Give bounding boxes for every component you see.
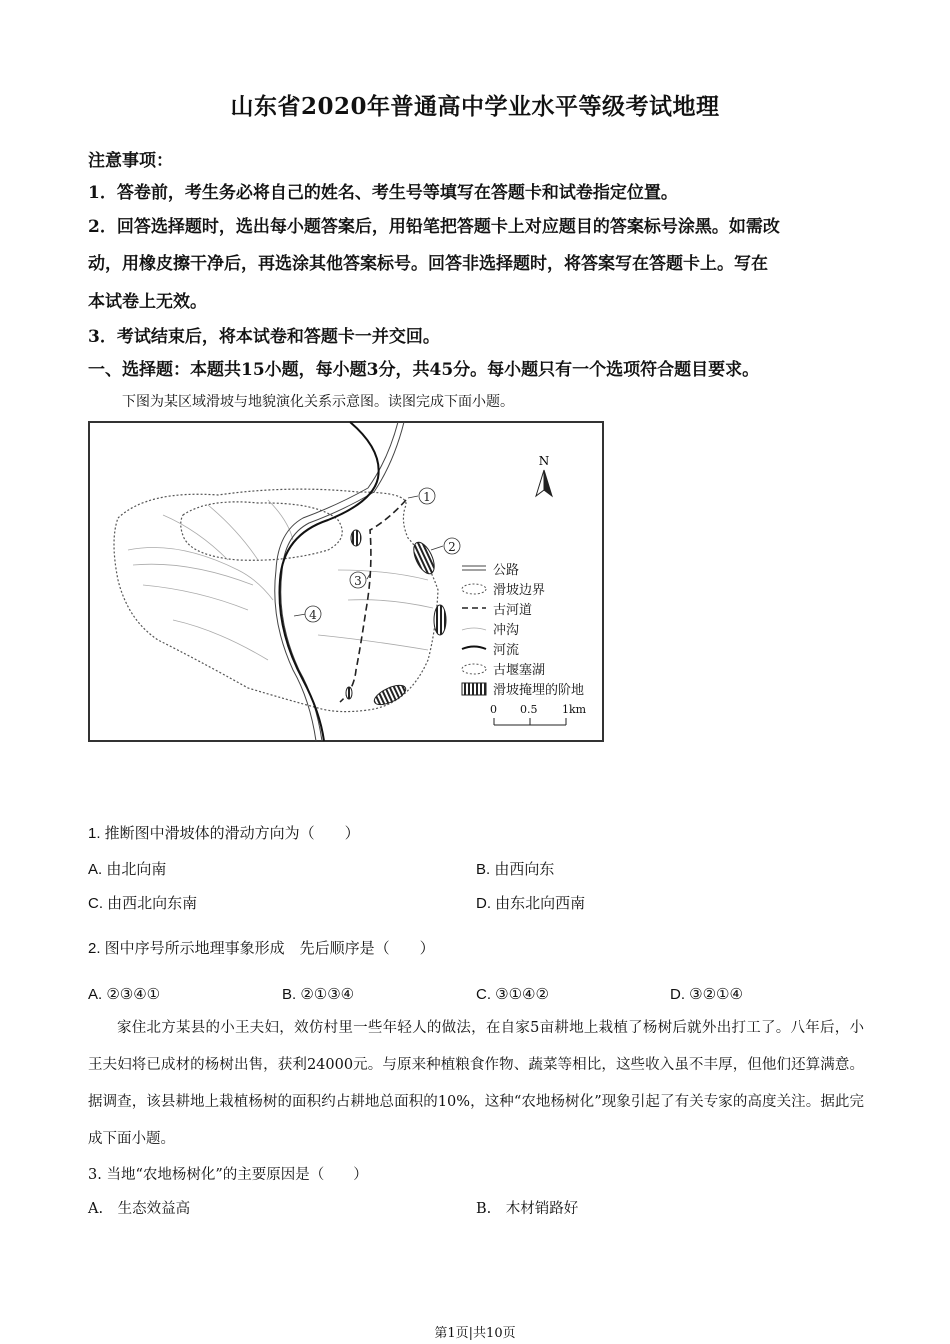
notes-item-3: 3．考试结束后，将本试卷和答题卡一并交回。 [88, 327, 440, 347]
landslide-map [88, 420, 606, 744]
scale-label-half: 0.5 [520, 703, 538, 716]
legend-label-dammed-lake: 古堰塞湖 [493, 663, 546, 678]
scale-label-0: 0 [490, 703, 497, 716]
exam-title: 山东省2020年普通高中学业水平等级考试地理 [230, 93, 720, 120]
question-3-stem: 3. 当地“农地杨树化”的主要原因是（ ） [88, 1167, 368, 1183]
question-1-option-b: B. 由西向东 [476, 861, 555, 878]
scale-label-1km: 1km [562, 703, 587, 716]
notes-item-2-line-1: 2．回答选择题时，选出每小题答案后，用铅笔把答题卡上对应题目的答案标号涂黑。如需改 [88, 217, 780, 237]
legend-label-river: 河流 [493, 643, 520, 658]
notes-item-1: 1．答卷前，考生务必将自己的姓名、考生号等填写在答题卡和试卷指定位置。 [88, 183, 678, 203]
question-3-option-b: B. 木材销路好 [476, 1201, 579, 1217]
page-footer: 第1页|共10页 [434, 1326, 516, 1341]
question-2-stem: 2. 图中序号所示地理事象形成 先后顺序是（ ） [88, 940, 435, 957]
notes-item-2-line-3: 本试卷上无效。 [88, 292, 207, 312]
map-intro: 下图为某区域滑坡与地貌演化关系示意图。读图完成下面小题。 [122, 394, 514, 410]
legend-label-landslide-boundary: 滑坡边界 [493, 583, 546, 598]
legend-label-gully: 冲沟 [493, 623, 520, 638]
section-heading: 一、选择题：本题共15小题，每小题3分，共45分。每小题只有一个选项符合题目要求。 [88, 360, 760, 380]
legend-label-road: 公路 [493, 563, 520, 578]
question-3-option-a: A. 生态效益高 [88, 1201, 191, 1217]
legend-label-buried-terrace: 滑坡掩埋的阶地 [493, 683, 585, 698]
question-2-option-a: A. ②③④① [88, 986, 161, 1003]
question-1-option-a: A. 由北向南 [88, 861, 167, 878]
marker-3: 3 [354, 574, 362, 588]
notes-item-2-line-2: 动，用橡皮擦干净后，再选涂其他答案标号。回答非选择题时，将答案写在答题卡上。写在 [88, 254, 768, 274]
reading-passage [88, 1010, 864, 1158]
svg-text:N: N [538, 454, 550, 468]
question-1-stem: 1. 推断图中滑坡体的滑动方向为（ ） [88, 825, 360, 842]
marker-4: 4 [309, 608, 317, 622]
question-2-option-c: C. ③①④② [476, 986, 549, 1003]
question-1-option-d: D. 由东北向西南 [476, 895, 586, 912]
question-2-option-d: D. ③②①④ [670, 986, 743, 1003]
question-1-option-c: C. 由西北向东南 [88, 895, 198, 912]
marker-2: 2 [448, 540, 456, 554]
notes-heading: 注意事项： [88, 151, 173, 171]
marker-1: 1 [423, 490, 431, 504]
passage-text: 家住北方某县的小王夫妇，效仿村里一些年轻人的做法，在自家5亩耕地上栽植了杨树后就外出打工了。八年后，小王夫妇将已成材的杨树出售，获利24000元。与原来种植粮食作物、蔬菜等相比，这些收入虽不丰厚，但他们还算满意。据调查，该县耕地上栽植杨树的面积约占耕地总面积的10%，这种“农地杨树化”现象引起了有关专家的高度关注。据此完成下面小题。 [88, 1020, 864, 1147]
legend-label-ancient-channel: 古河道 [493, 603, 533, 618]
question-2-option-b: B. ②①③④ [282, 986, 355, 1003]
